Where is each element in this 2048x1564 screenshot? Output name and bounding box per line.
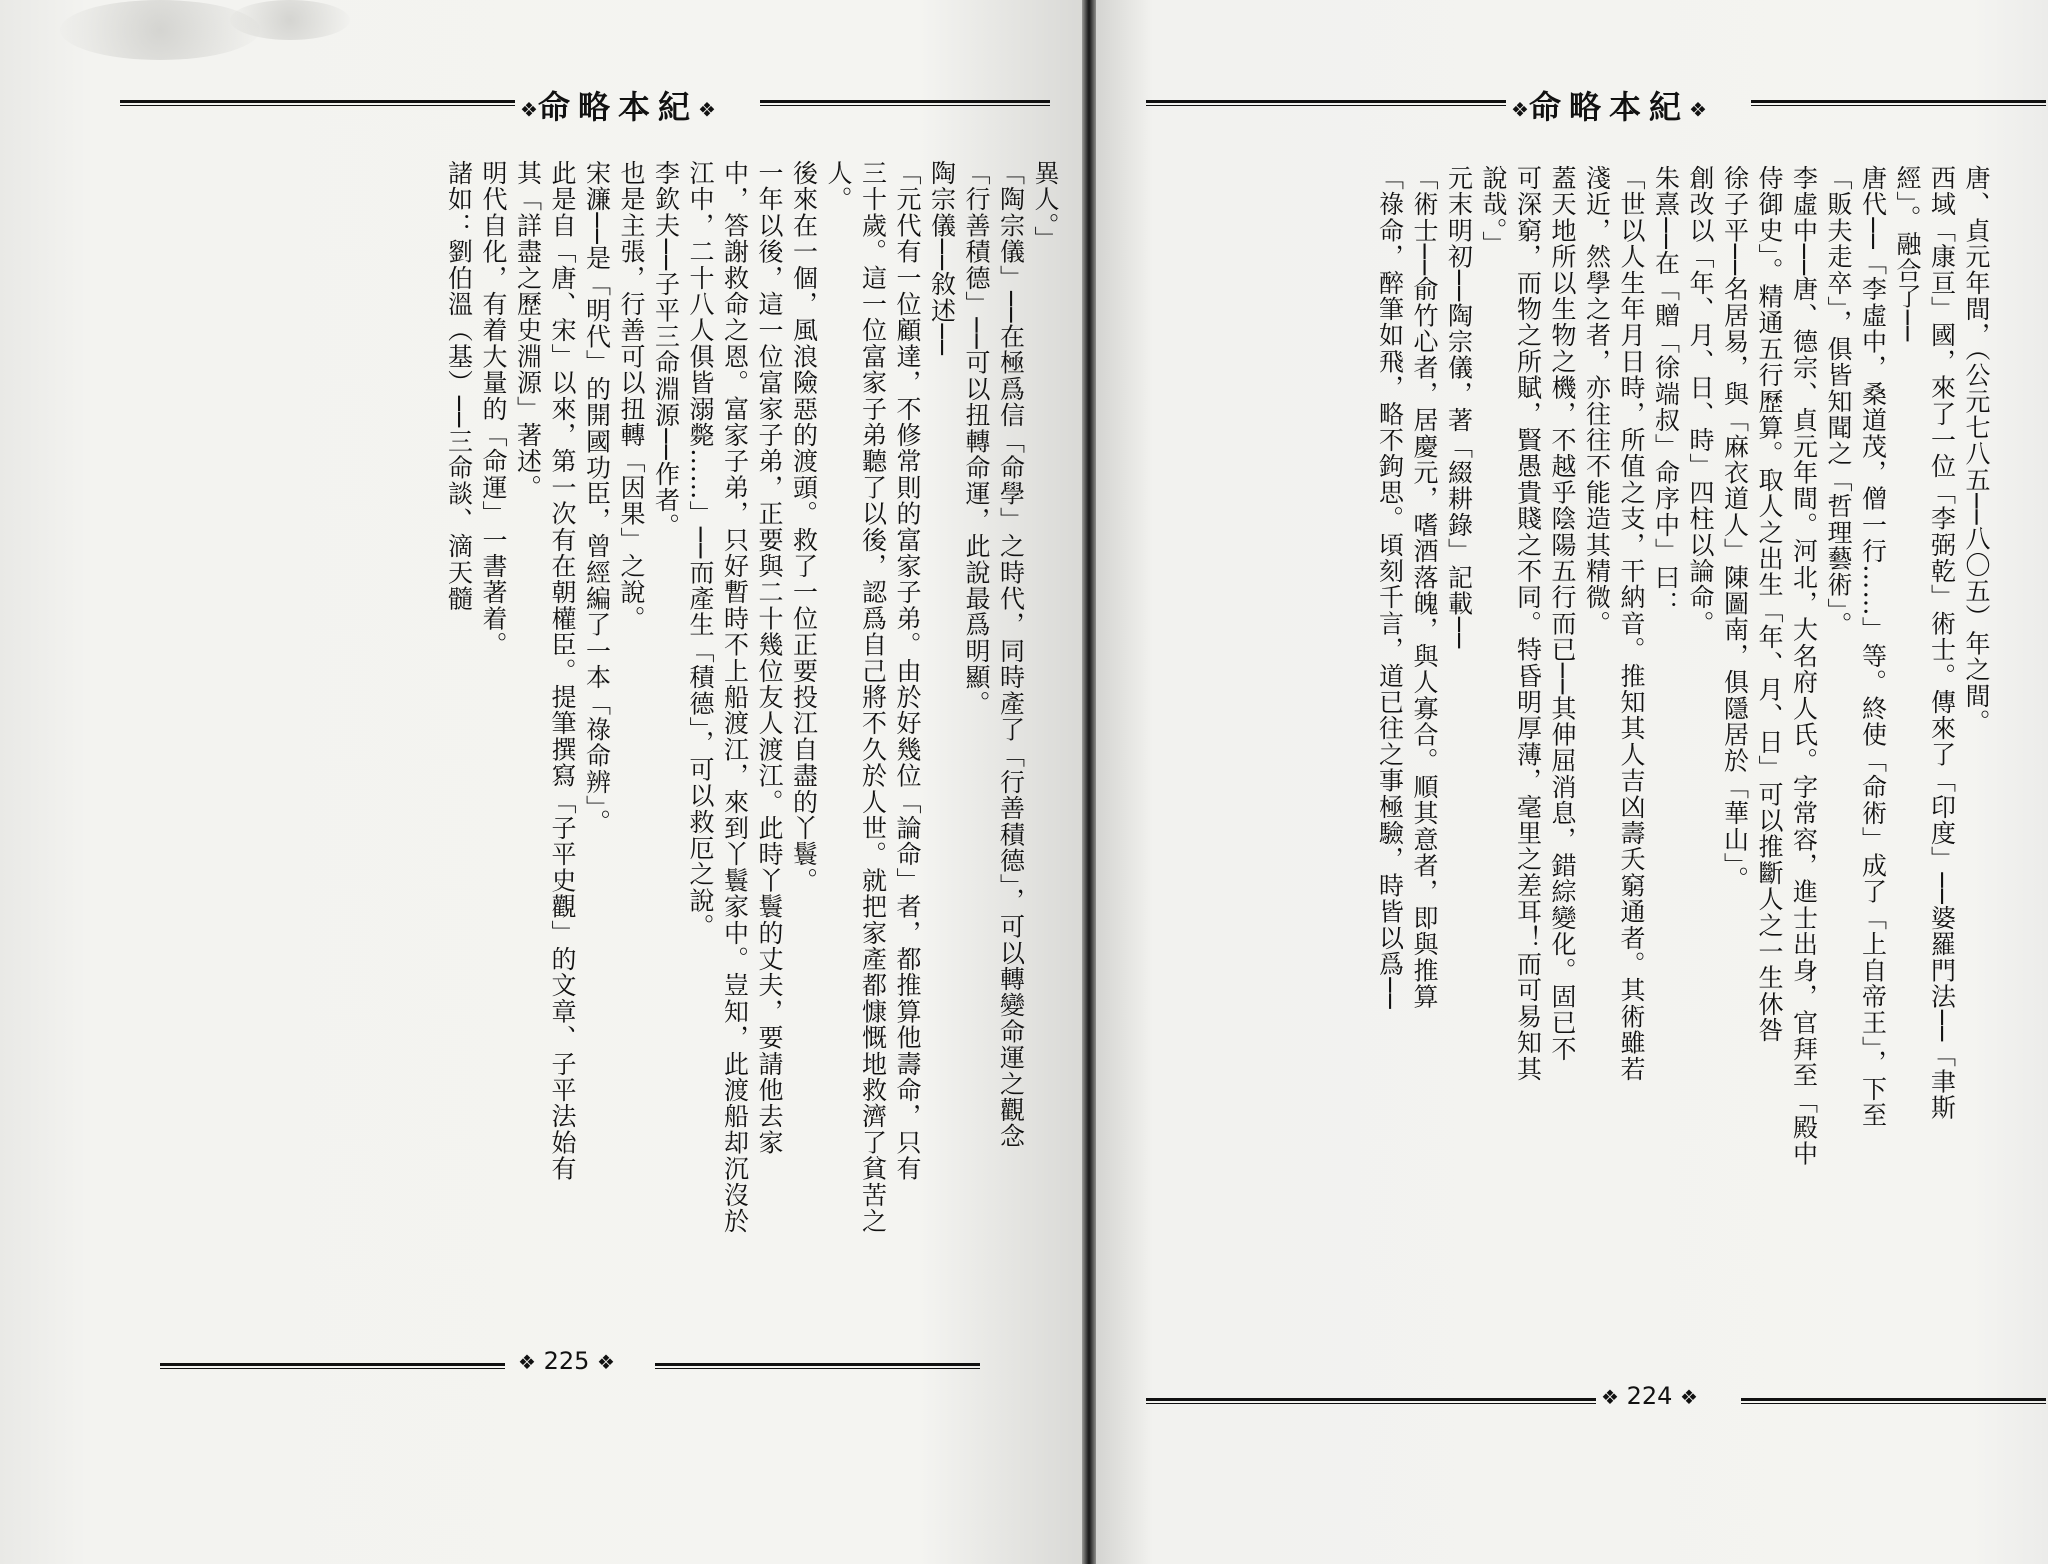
ornament-icon: ❖: [697, 97, 716, 122]
right-page-body: 唐、貞元年間，（公元七八五──八〇五）年之間。 西域「康亘」國，來了一位「李弼乾」術士。傳來了「印度」──婆羅門法──「聿斯 經」。融合了── 唐代──「李虛中，桑道茂，僧一行……」等。終使「命術」成了「上自帝王」，下至 「販夫走卒」，俱皆知聞之「哲理藝術」。 李虛中──唐、德宗、貞元年間。河北，大名府人氏。字常容，進士出身，官拜至「殿中 侍御史」。精通五行歷算。取人之出生「年、月、日」可以推斷人之一生休咎 徐子平──名居易，與「麻衣道人」陳圖南，俱隱居於「華山」。 創改以「年、月、日、時」四柱以論命。 朱熹──在「贈「徐端叔」命序中」曰： 「世以人生年月日時，所值之支，干納音。推知其人吉凶壽夭窮通者。其術雖若 淺近，然學之者，亦往往不能造其精微。 蓋天地所以生物之機，不越乎陰陽五行而已──其伸屈消息，錯綜變化。固已不 可深窮，而物之所賦，賢愚貴賤之不同。特昏明厚薄，毫里之差耳！而可易知其 說哉。」 元末明初──陶宗儀，著「綴耕錄」記載── 「術士──俞竹心者，居慶元，嗜酒落魄，與人寡合。順其意者，即與推算 「祿命，醉筆如飛，略不鉤思。頃刻千言，道已往之事極驗，時皆以爲──: [1375, 165, 1991, 1167]
ornament-icon: ❖: [1680, 1385, 1698, 1409]
right-header-title: 命略本紀: [1528, 88, 1689, 126]
header-rule-left: [1146, 100, 1506, 106]
footer-rule-right: [1741, 1398, 2046, 1404]
scan-smudge: [60, 0, 260, 60]
left-header-title: 命略本紀: [537, 88, 698, 126]
footer-rule-left: [1146, 1398, 1596, 1404]
right-folio: [1601, 1382, 1698, 1410]
book-gutter: [1082, 0, 1096, 1564]
header-rule-right: [760, 100, 1050, 106]
right-page: [1096, 0, 2048, 1564]
left-header-title-block: [520, 82, 716, 128]
ornament-icon: ❖: [1511, 97, 1529, 122]
ornament-icon: ❖: [597, 1350, 615, 1374]
ornament-icon: ❖: [1688, 97, 1707, 122]
ornament-icon: ❖: [1601, 1385, 1619, 1409]
right-page-footer: [1146, 1380, 2046, 1420]
header-rule-right: [1751, 100, 2046, 106]
footer-rule-left: [160, 1363, 505, 1369]
ornament-icon: ❖: [518, 1350, 536, 1374]
left-page-number: 225: [543, 1347, 590, 1375]
right-page-number: 224: [1626, 1382, 1673, 1410]
header-rule-left: [120, 100, 515, 106]
left-page-body: 異人。」 「陶宗儀」──在極爲信「命學」之時代，同時產了「行善積德」，可以轉變命運之觀念 「行善積德」──可以扭轉命運，此說最爲明顯。 陶宗儀──敘述── 「元代有一位顧達，不修常則的富家子弟。由於好幾位「論命」者，都推算他壽命，只有 三十歲。這一位富家子弟聽了以後，認爲自己將不久於人世。就把家產都慷慨地救濟了貧苦之 人。 後來在一個，風浪險惡的渡頭。救了一位正要投江自盡的丫鬟。 一年以後，這一位富家子弟，正要與二十幾位友人渡江。此時丫鬟的丈夫，要請他去家 中，答謝救命之恩。富家子弟，只好暫時不上船渡江，來到丫鬟家中。豈知，此渡船却沉沒於 江中，二十八人俱皆溺斃……」──而產生「積德」，可以救厄之說。 李欽夫──子平三命淵源──作者。 也是主張，行善可以扭轉「因果」之說。 宋濂──是「明代」的開國功臣，曾經編了一本「祿命辨」。 此是自「唐、宋」以來，第一次有在朝權臣。提筆撰寫「子平史觀」的文章、子平法始有 其「詳盡之歷史淵源」著述。 明代自化，有着大量的「命運」一書著着。 諸如：劉伯溫（基）──三命談、滴天髓: [444, 160, 1060, 1235]
left-running-header: [120, 82, 1050, 126]
left-folio: [518, 1347, 615, 1375]
footer-rule-right: [655, 1363, 980, 1369]
right-header-title-block: [1511, 82, 1707, 128]
ornament-icon: ❖: [520, 97, 538, 122]
right-running-header: [1146, 82, 2046, 126]
scan-smudge: [230, 0, 350, 40]
left-page-footer: [160, 1345, 980, 1385]
